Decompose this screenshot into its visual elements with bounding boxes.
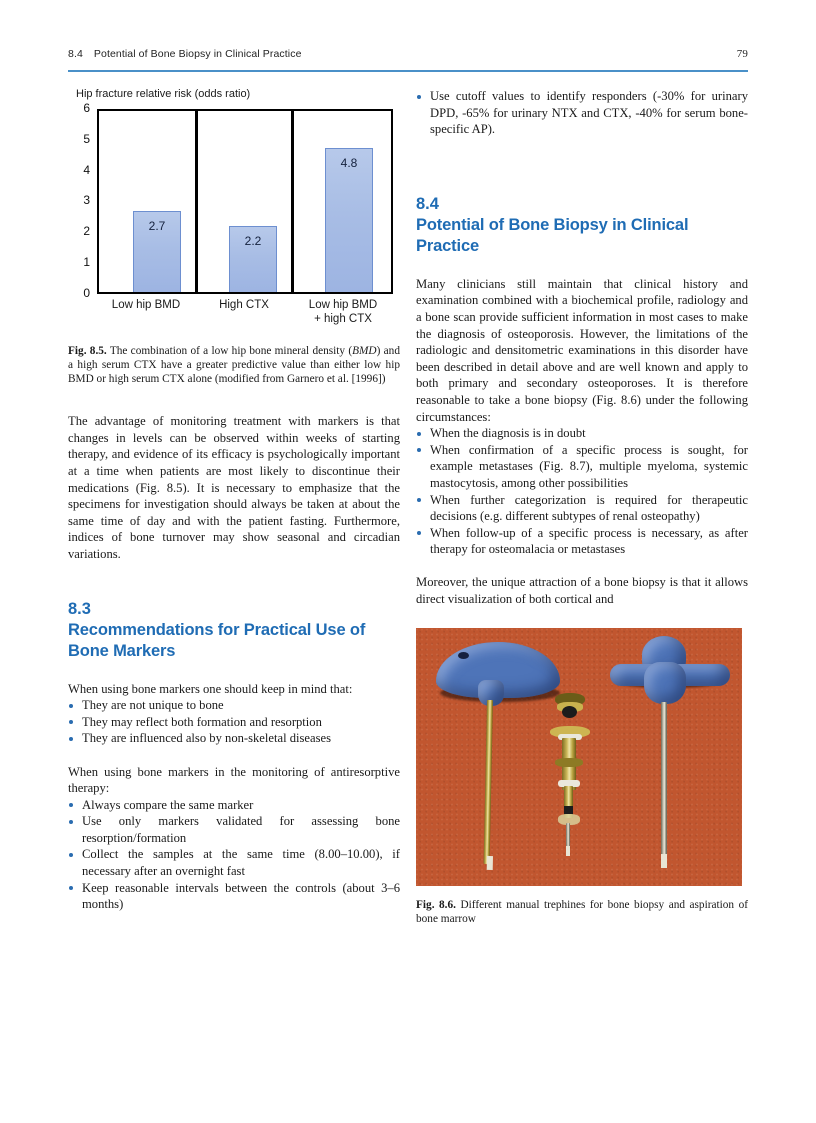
x-label-3 <box>293 298 393 326</box>
center-tool-dark-band <box>564 806 573 814</box>
bullet-dot-icon <box>417 498 421 502</box>
figure-8-5-caption-part1: The combination of a low hip bone mineral density ( <box>106 345 353 357</box>
section-8-3-number: 8.3 <box>68 599 91 618</box>
section-8-4-number: 8.4 <box>416 194 439 213</box>
bullet-dot-icon <box>69 704 73 708</box>
list-item-label: They may reflect both formation and resorption <box>82 714 322 729</box>
list-item-label: When confirmation of a specific process is sought, for example metastases (Fig. 8.7), multiple myeloma, systemic mastocytosis, among other possibilities <box>430 442 748 490</box>
left-intro-1: When using bone markers one should keep in mind that: <box>68 681 353 696</box>
header-rule <box>68 70 748 72</box>
right-column <box>416 88 748 926</box>
list-item <box>68 846 400 879</box>
figure-8-6-caption-text: Different manual trephines for bone biopsy and aspiration of bone marrow <box>416 898 748 925</box>
list-item-label: Use only markers validated for assessing bone resorption/formation <box>82 814 400 845</box>
left-tool-handle-hole <box>458 652 469 659</box>
right-bullet-list <box>416 425 748 558</box>
left-paragraph-1: The advantage of monitoring treatment with markers is that changes in levels can be observed within weeks of starting therapy, and evidence of its efficacy is psychologically important at a time when patients are most likely to discontinue their medications (Fig. 8.5). It is necessary to emphasize that the specimens for investigation should always be taken at about the same time of day and with the patient fasting. Furthermore, indices of bone turnover may show seasonal and circadian variations. <box>68 414 400 561</box>
bar-value-label-3: 4.8 <box>340 155 358 170</box>
bullet-dot-icon <box>69 720 73 724</box>
list-item <box>68 880 400 913</box>
bullet-dot-icon <box>417 448 421 452</box>
header-section-number: 8.4 <box>68 48 83 60</box>
list-item <box>68 813 400 846</box>
figure-8-5-caption-part2: ) and a high serum CTX have a greater predictive value than either low hip BMD or high serum CTX alone (modified from Garnero et al. [1996]) <box>68 345 400 386</box>
chart-title: Hip fracture relative risk (odds ratio) <box>76 88 251 100</box>
y-tick-2: 2 <box>83 224 90 239</box>
figure-8-6-caption <box>416 898 748 926</box>
bullet-dot-icon <box>69 737 73 741</box>
x-label-1-line1: Low hip BMD <box>111 299 181 311</box>
list-item <box>416 425 748 442</box>
bar-low-hip-bmd-high-ctx <box>325 148 373 293</box>
page-number: 79 <box>736 48 748 60</box>
panel-divider-1 <box>195 111 198 292</box>
running-header <box>68 48 748 70</box>
list-item <box>68 697 400 714</box>
figure-8-5-caption <box>68 344 400 387</box>
header-section-title: Potential of Bone Biopsy in Clinical Practice <box>93 48 302 60</box>
bar-value-label-1: 2.7 <box>148 218 166 233</box>
list-item <box>416 88 748 138</box>
left-intro-2: When using bone markers in the monitoring of antiresorptive therapy: <box>68 764 400 796</box>
bullet-dot-icon <box>69 820 73 824</box>
right-tool-body <box>644 662 686 704</box>
bullet-dot-icon <box>417 531 421 535</box>
x-label-3-line2: + high CTX <box>314 313 372 325</box>
right-tool-needle <box>661 702 667 862</box>
right-tool-needle-tip <box>661 854 667 868</box>
bar-low-hip-bmd <box>133 211 181 292</box>
x-label-1 <box>97 298 195 312</box>
list-item-label: When further categorization is required for therapeutic decisions (e.g. different subtypes of renal osteopathy) <box>430 492 748 524</box>
list-item-label: Always compare the same marker <box>82 797 254 812</box>
left-column <box>68 88 400 913</box>
list-item <box>68 730 400 747</box>
center-tool-knob <box>562 706 577 718</box>
figure-8-5-label: Fig. 8.5. <box>68 345 107 357</box>
left-bullet-list-1 <box>68 697 400 747</box>
list-item-label: Collect the samples at the same time (8.00–10.00), if necessary after an overnight fast <box>82 847 400 879</box>
list-item <box>416 525 748 558</box>
list-item-label: Keep reasonable intervals between the controls (about 3–6 months) <box>82 880 400 912</box>
bullet-dot-icon <box>417 95 421 99</box>
y-tick-5: 5 <box>83 131 90 146</box>
list-item <box>68 797 400 814</box>
list-item-label: They are not unique to bone <box>82 698 224 713</box>
bar-value-label-2: 2.2 <box>244 233 262 248</box>
list-item <box>416 442 748 492</box>
section-8-4-title: Potential of Bone Biopsy in Clinical Practice <box>416 215 689 255</box>
figure-8-5-caption-italic: BMD <box>352 345 377 357</box>
right-paragraph-2: Moreover, the unique attraction of a bone biopsy is that it allows direct visualization of both cortical and <box>416 575 748 607</box>
y-tick-4: 4 <box>83 162 90 177</box>
x-label-2 <box>195 298 293 312</box>
figure-8-6-label: Fig. 8.6. <box>416 898 456 911</box>
y-tick-6: 6 <box>83 101 90 115</box>
y-tick-1: 1 <box>83 255 90 269</box>
center-tool-needle-tip <box>566 846 570 856</box>
center-tool-ring-2 <box>555 758 583 767</box>
y-tick-0: 0 <box>83 286 90 300</box>
left-tool-needle-tip <box>487 856 493 870</box>
right-top-bullet-list <box>416 88 748 138</box>
list-item-label: When the diagnosis is in doubt <box>430 426 586 441</box>
figure-8-6-photo <box>416 628 742 886</box>
list-item-label: When follow-up of a specific process is necessary, as after therapy for osteomalacia or metastases <box>430 525 748 557</box>
list-item <box>416 492 748 525</box>
bullet-dot-icon <box>69 886 73 890</box>
bullet-dot-icon <box>417 432 421 436</box>
panel-divider-2 <box>291 111 294 292</box>
y-tick-3: 3 <box>83 193 90 208</box>
section-8-3-title: Recommendations for Practical Use of Bone Markers <box>68 620 366 660</box>
list-item-label: They are influenced also by non-skeletal diseases <box>82 731 331 746</box>
list-item-label: Use cutoff values to identify responders (-30% for urinary DPD, -65% for urinary NTX and CTX, -40% for serum bone-specific AP). <box>430 89 748 137</box>
list-item <box>68 714 400 731</box>
right-paragraph-1: Many clinicians still maintain that clinical history and examination combined with a biochemical profile, radiology and a bone scan provide sufficient information in most cases to make the diagnosis of osteoporosis. However, the limitations of the radiologic and densitometric examinations in this disorder have been described in detail above and are well known and apply to both primary and secondary osteoporoses. It is therefore reasonable to take a bone biopsy (Fig. 8.6) under the following circumstances: <box>416 276 748 424</box>
x-label-2-line1: High CTX <box>219 299 269 311</box>
x-label-3-line1: Low hip BMD <box>308 299 378 311</box>
bar-high-ctx <box>229 226 277 292</box>
bullet-dot-icon <box>69 803 73 807</box>
left-bullet-list-2 <box>68 797 400 913</box>
chart-plot-area <box>97 109 393 294</box>
figure-8-5-chart <box>68 88 400 328</box>
bullet-dot-icon <box>69 853 73 857</box>
